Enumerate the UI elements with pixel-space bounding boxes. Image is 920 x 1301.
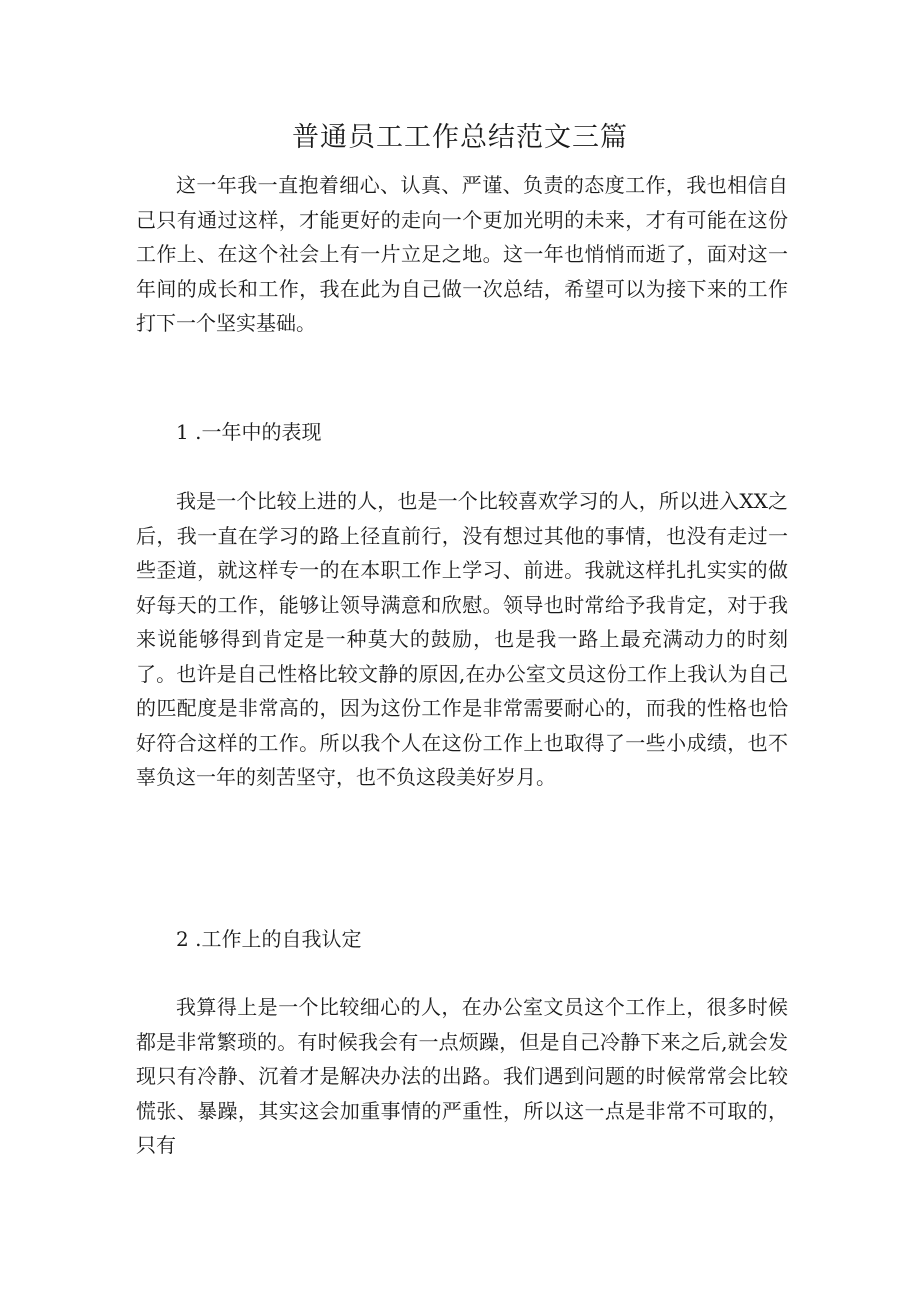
section-paragraph-1: 我是一个比较上进的人，也是一个比较喜欢学习的人，所以进入XX之后，我一直在学习的路上径直前行，没有想过其他的事情，也没有走过一些歪道，就这样专一的在本职工作上学习、前进。我就这样扎扎实实的做好每天的工作，能够让领导满意和欣慰。领导也时常给予我肯定，对于我来说能够得到肯定是一种莫大的鼓励，也是我一路上最充满动力的时刻了。也许是自己性格比较文静的原因,在办公室文员这份工作上我认为自己的匹配度是非常高的，因为这份工作是非常需要耐心的，而我的性格也恰好符合这样的工作。所以我个人在这份工作上也取得了一些小成绩，也不辜负这一年的刻苦坚守，也不负这段美好岁月。 <box>136 489 788 789</box>
document-title: 普通员工工作总结范文三篇 <box>292 122 628 153</box>
section-heading-2: 2 .工作上的自我认定 <box>176 927 362 951</box>
section-heading-1: 1 .一年中的表现 <box>176 420 322 444</box>
section-paragraph-2: 我算得上是一个比较细心的人，在办公室文员这个工作上，很多时候都是非常繁琐的。有时候我会有一点烦躁，但是自己冷静下来之后,就会发现只有冷静、沉着才是解决办法的出路。我们遇到问题的时候常常会比较慌张、暴躁，其实这会加重事情的严重性，所以这一点是非常不可取的，只有 <box>136 995 788 1157</box>
intro-paragraph: 这一年我一直抱着细心、认真、严谨、负责的态度工作，我也相信自己只有通过这样，才能更好的走向一个更加光明的未来，才有可能在这份工作上、在这个社会上有一片立足之地。这一年也悄悄而逝了，面对这一年间的成长和工作，我在此为自己做一次总结，希望可以为接下来的工作打下一个坚实基础。 <box>136 173 788 335</box>
